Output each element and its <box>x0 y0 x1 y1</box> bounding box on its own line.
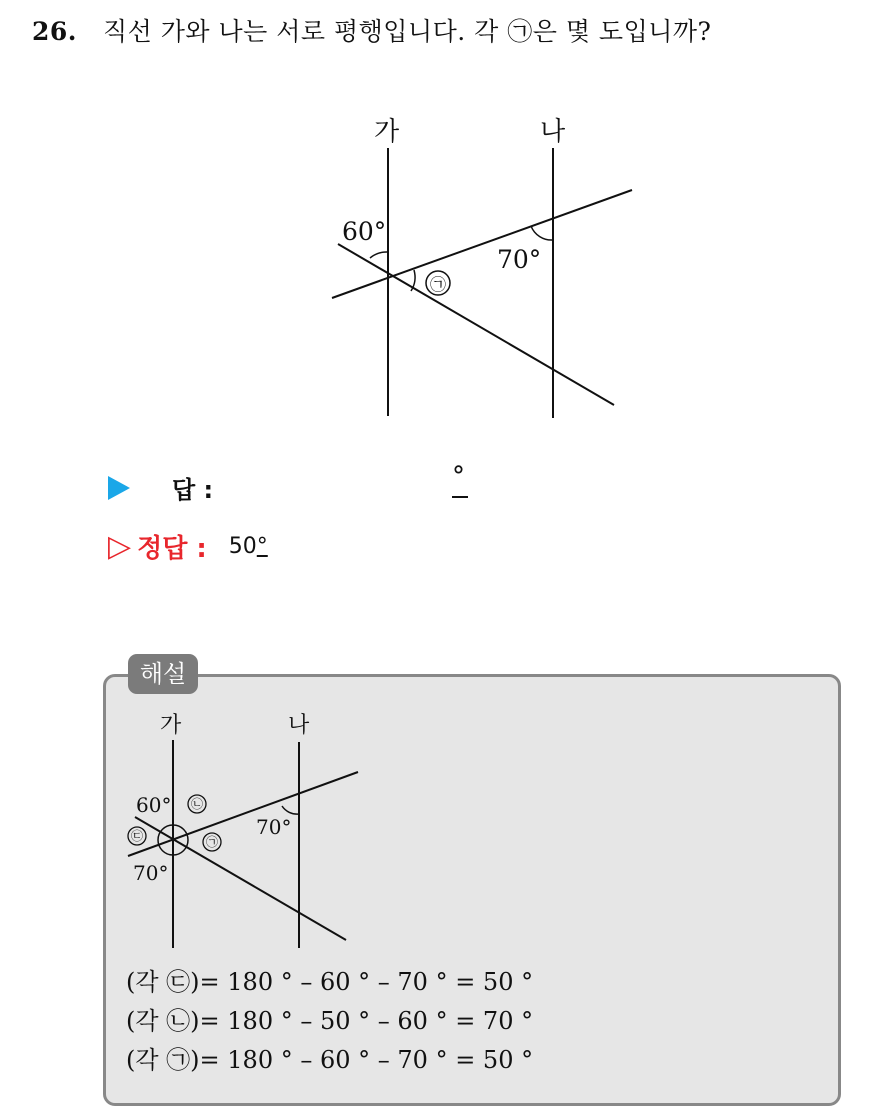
sol-label-a: ㉠ <box>205 835 219 849</box>
equation-3: (각 ㉠)= 180 ° – 60 ° – 70 ° = 50 ° <box>126 1046 534 1074</box>
sol-angle-70-right: 70° <box>256 815 292 839</box>
equation-1: (각 ㉢)= 180 ° – 60 ° – 70 ° = 50 ° <box>126 968 534 996</box>
question-number: 26. <box>32 17 77 46</box>
line-a-label: 가 <box>374 117 400 147</box>
equation-2: (각 ㉡)= 180 ° – 50 ° – 60 ° = 70 ° <box>126 1007 534 1035</box>
outline-triangle-icon: ▷ <box>108 529 132 564</box>
correct-unit: ° <box>256 534 268 559</box>
sol-arc-70 <box>282 806 299 814</box>
question-text: 직선 가와 나는 서로 평행입니다. 각 ㉠은 몇 도입니까? <box>103 17 712 46</box>
sol-line-b-label: 나 <box>288 713 310 738</box>
sol-label-c: ㉢ <box>130 829 144 843</box>
angle1-label: 60° <box>342 217 387 246</box>
solution-tab: 해설 <box>128 654 198 694</box>
answer-label: 답 : <box>172 476 214 504</box>
sol-line-a-label: 가 <box>160 713 182 738</box>
line-b-label: 나 <box>540 117 566 147</box>
sol-angle-60: 60° <box>136 793 172 817</box>
angle2-label: 70° <box>497 245 542 274</box>
answer-unit: ° <box>452 462 465 492</box>
correct-label: 정답 : <box>137 534 207 564</box>
target-label: ㉠ <box>429 275 447 294</box>
sol-angle-70-lower: 70° <box>133 861 169 885</box>
sol-label-b: ㉡ <box>190 797 204 811</box>
correct-number: 50 <box>228 534 257 559</box>
